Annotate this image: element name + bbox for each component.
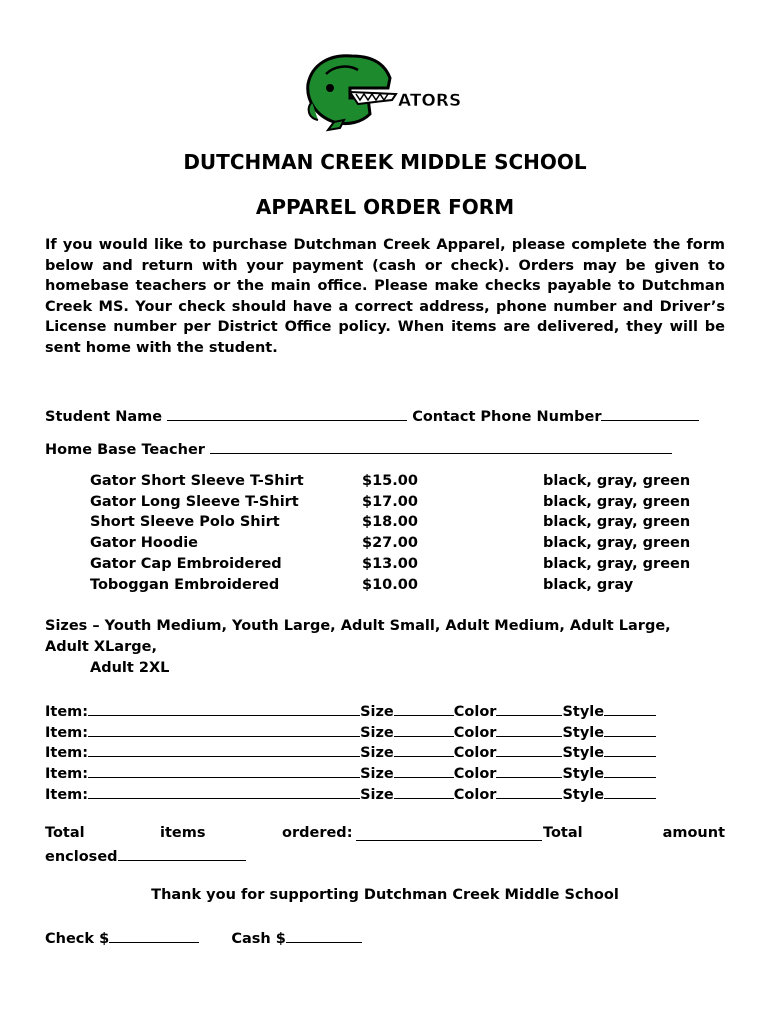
student-name-label: Student Name	[45, 409, 163, 425]
item-order-row	[45, 701, 656, 720]
item-label: Item:	[45, 766, 89, 783]
style-label: Style	[562, 745, 605, 762]
color-field[interactable]	[496, 763, 562, 778]
item-label: Item:	[45, 724, 89, 741]
sizes-line-2: Adult XLarge,	[45, 639, 157, 655]
color-field[interactable]	[496, 722, 562, 737]
item-field[interactable]	[88, 763, 360, 778]
svg-text:ATORS: ATORS	[398, 91, 462, 111]
style-label: Style	[562, 786, 605, 803]
item-field[interactable]	[88, 784, 360, 799]
item-field[interactable]	[88, 742, 360, 757]
item-order-row	[45, 784, 656, 803]
total-items-field[interactable]	[356, 826, 542, 841]
student-contact-line	[45, 406, 699, 425]
check-amount-field[interactable]	[109, 928, 199, 943]
gator-mascot-icon	[300, 48, 470, 132]
style-label: Style	[562, 724, 605, 741]
intro-paragraph: If you would like to purchase Dutchman Creek Apparel, please complete the form below and return with your payment (cash or check). Orders may be given to homebase teachers or the main office. Please make checks payable to Dutchman Creek MS. Your check should have a correct address, phone number and Driver’s License number per District Office policy. When items are delivered, they will be sent home with the student.	[45, 237, 725, 356]
cash-label: Cash $	[231, 931, 286, 947]
size-label: Size	[360, 745, 394, 762]
style-label: Style	[562, 704, 605, 720]
item-label: Item:	[45, 745, 89, 762]
size-field[interactable]	[394, 784, 454, 799]
enclosed-line	[45, 846, 246, 865]
product-price: $17.00	[362, 493, 418, 510]
style-field[interactable]	[604, 722, 656, 737]
gators-logo	[300, 48, 470, 132]
product-price: $18.00	[362, 514, 418, 531]
size-field[interactable]	[394, 763, 454, 778]
home-base-teacher-label: Home Base Teacher	[45, 442, 205, 458]
product-colors: black, gray, green	[543, 535, 691, 552]
product-colors: black, gray, green	[543, 493, 691, 510]
ordered-word: ordered:	[282, 825, 353, 841]
color-label: Color	[453, 704, 497, 720]
payment-line	[45, 928, 362, 947]
product-price: $10.00	[362, 576, 418, 593]
size-field[interactable]	[394, 722, 454, 737]
product-name: Gator Cap Embroidered	[90, 555, 282, 572]
total-word: Total	[45, 825, 85, 841]
size-label: Size	[360, 766, 394, 783]
style-field[interactable]	[604, 763, 656, 778]
school-name: DUTCHMAN CREEK MIDDLE SCHOOL	[183, 150, 587, 174]
form-title: APPAREL ORDER FORM	[255, 195, 515, 219]
color-label: Color	[453, 786, 497, 803]
item-label: Item:	[45, 704, 89, 720]
item-label: Item:	[45, 786, 89, 803]
product-name: Toboggan Embroidered	[90, 576, 280, 593]
product-price: $15.00	[362, 473, 418, 489]
check-label: Check $	[45, 931, 110, 947]
item-order-row	[45, 742, 656, 761]
item-order-row	[45, 763, 656, 782]
teacher-line	[45, 439, 672, 458]
size-label: Size	[360, 786, 394, 803]
style-label: Style	[562, 766, 605, 783]
product-colors: black, gray, green	[543, 514, 691, 531]
product-name: Gator Short Sleeve T-Shirt	[90, 473, 304, 489]
style-field[interactable]	[604, 742, 656, 757]
contact-phone-field[interactable]	[601, 406, 699, 421]
sizes-line-1: Sizes – Youth Medium, Youth Large, Adult Small, Adult Medium, Adult Large,	[45, 618, 671, 634]
thank-you-note: Thank you for supporting Dutchman Creek Middle School	[151, 887, 619, 903]
contact-phone-label: Contact Phone Number	[412, 409, 602, 425]
color-field[interactable]	[496, 784, 562, 799]
home-base-teacher-field[interactable]	[210, 439, 672, 454]
item-field[interactable]	[88, 722, 360, 737]
item-order-row	[45, 722, 656, 741]
size-field[interactable]	[394, 701, 454, 716]
color-label: Color	[453, 745, 497, 762]
size-field[interactable]	[394, 742, 454, 757]
style-field[interactable]	[604, 701, 656, 716]
product-price: $13.00	[362, 555, 418, 572]
product-colors: black, gray	[543, 576, 634, 593]
product-colors: black, gray, green	[543, 555, 691, 572]
sizes-line-3: Adult 2XL	[90, 660, 170, 676]
cash-amount-field[interactable]	[286, 928, 362, 943]
color-label: Color	[453, 766, 497, 783]
product-name: Gator Long Sleeve T-Shirt	[90, 493, 299, 510]
enclosed-amount-field[interactable]	[118, 846, 246, 861]
product-price: $27.00	[362, 535, 418, 552]
product-name: Gator Hoodie	[90, 535, 199, 552]
color-label: Color	[453, 724, 497, 741]
items-word: items	[160, 825, 206, 841]
size-label: Size	[360, 704, 394, 720]
enclosed-label: enclosed	[45, 849, 118, 865]
color-field[interactable]	[496, 742, 562, 757]
item-field[interactable]	[88, 701, 360, 716]
color-field[interactable]	[496, 701, 562, 716]
total-line	[45, 825, 725, 845]
amount-word: amount	[662, 825, 725, 841]
size-label: Size	[360, 724, 394, 741]
product-colors: black, gray, green	[543, 473, 691, 489]
student-name-field[interactable]	[167, 406, 407, 421]
total-amount-word: Total	[543, 825, 583, 841]
product-name: Short Sleeve Polo Shirt	[90, 514, 280, 531]
style-field[interactable]	[604, 784, 656, 799]
